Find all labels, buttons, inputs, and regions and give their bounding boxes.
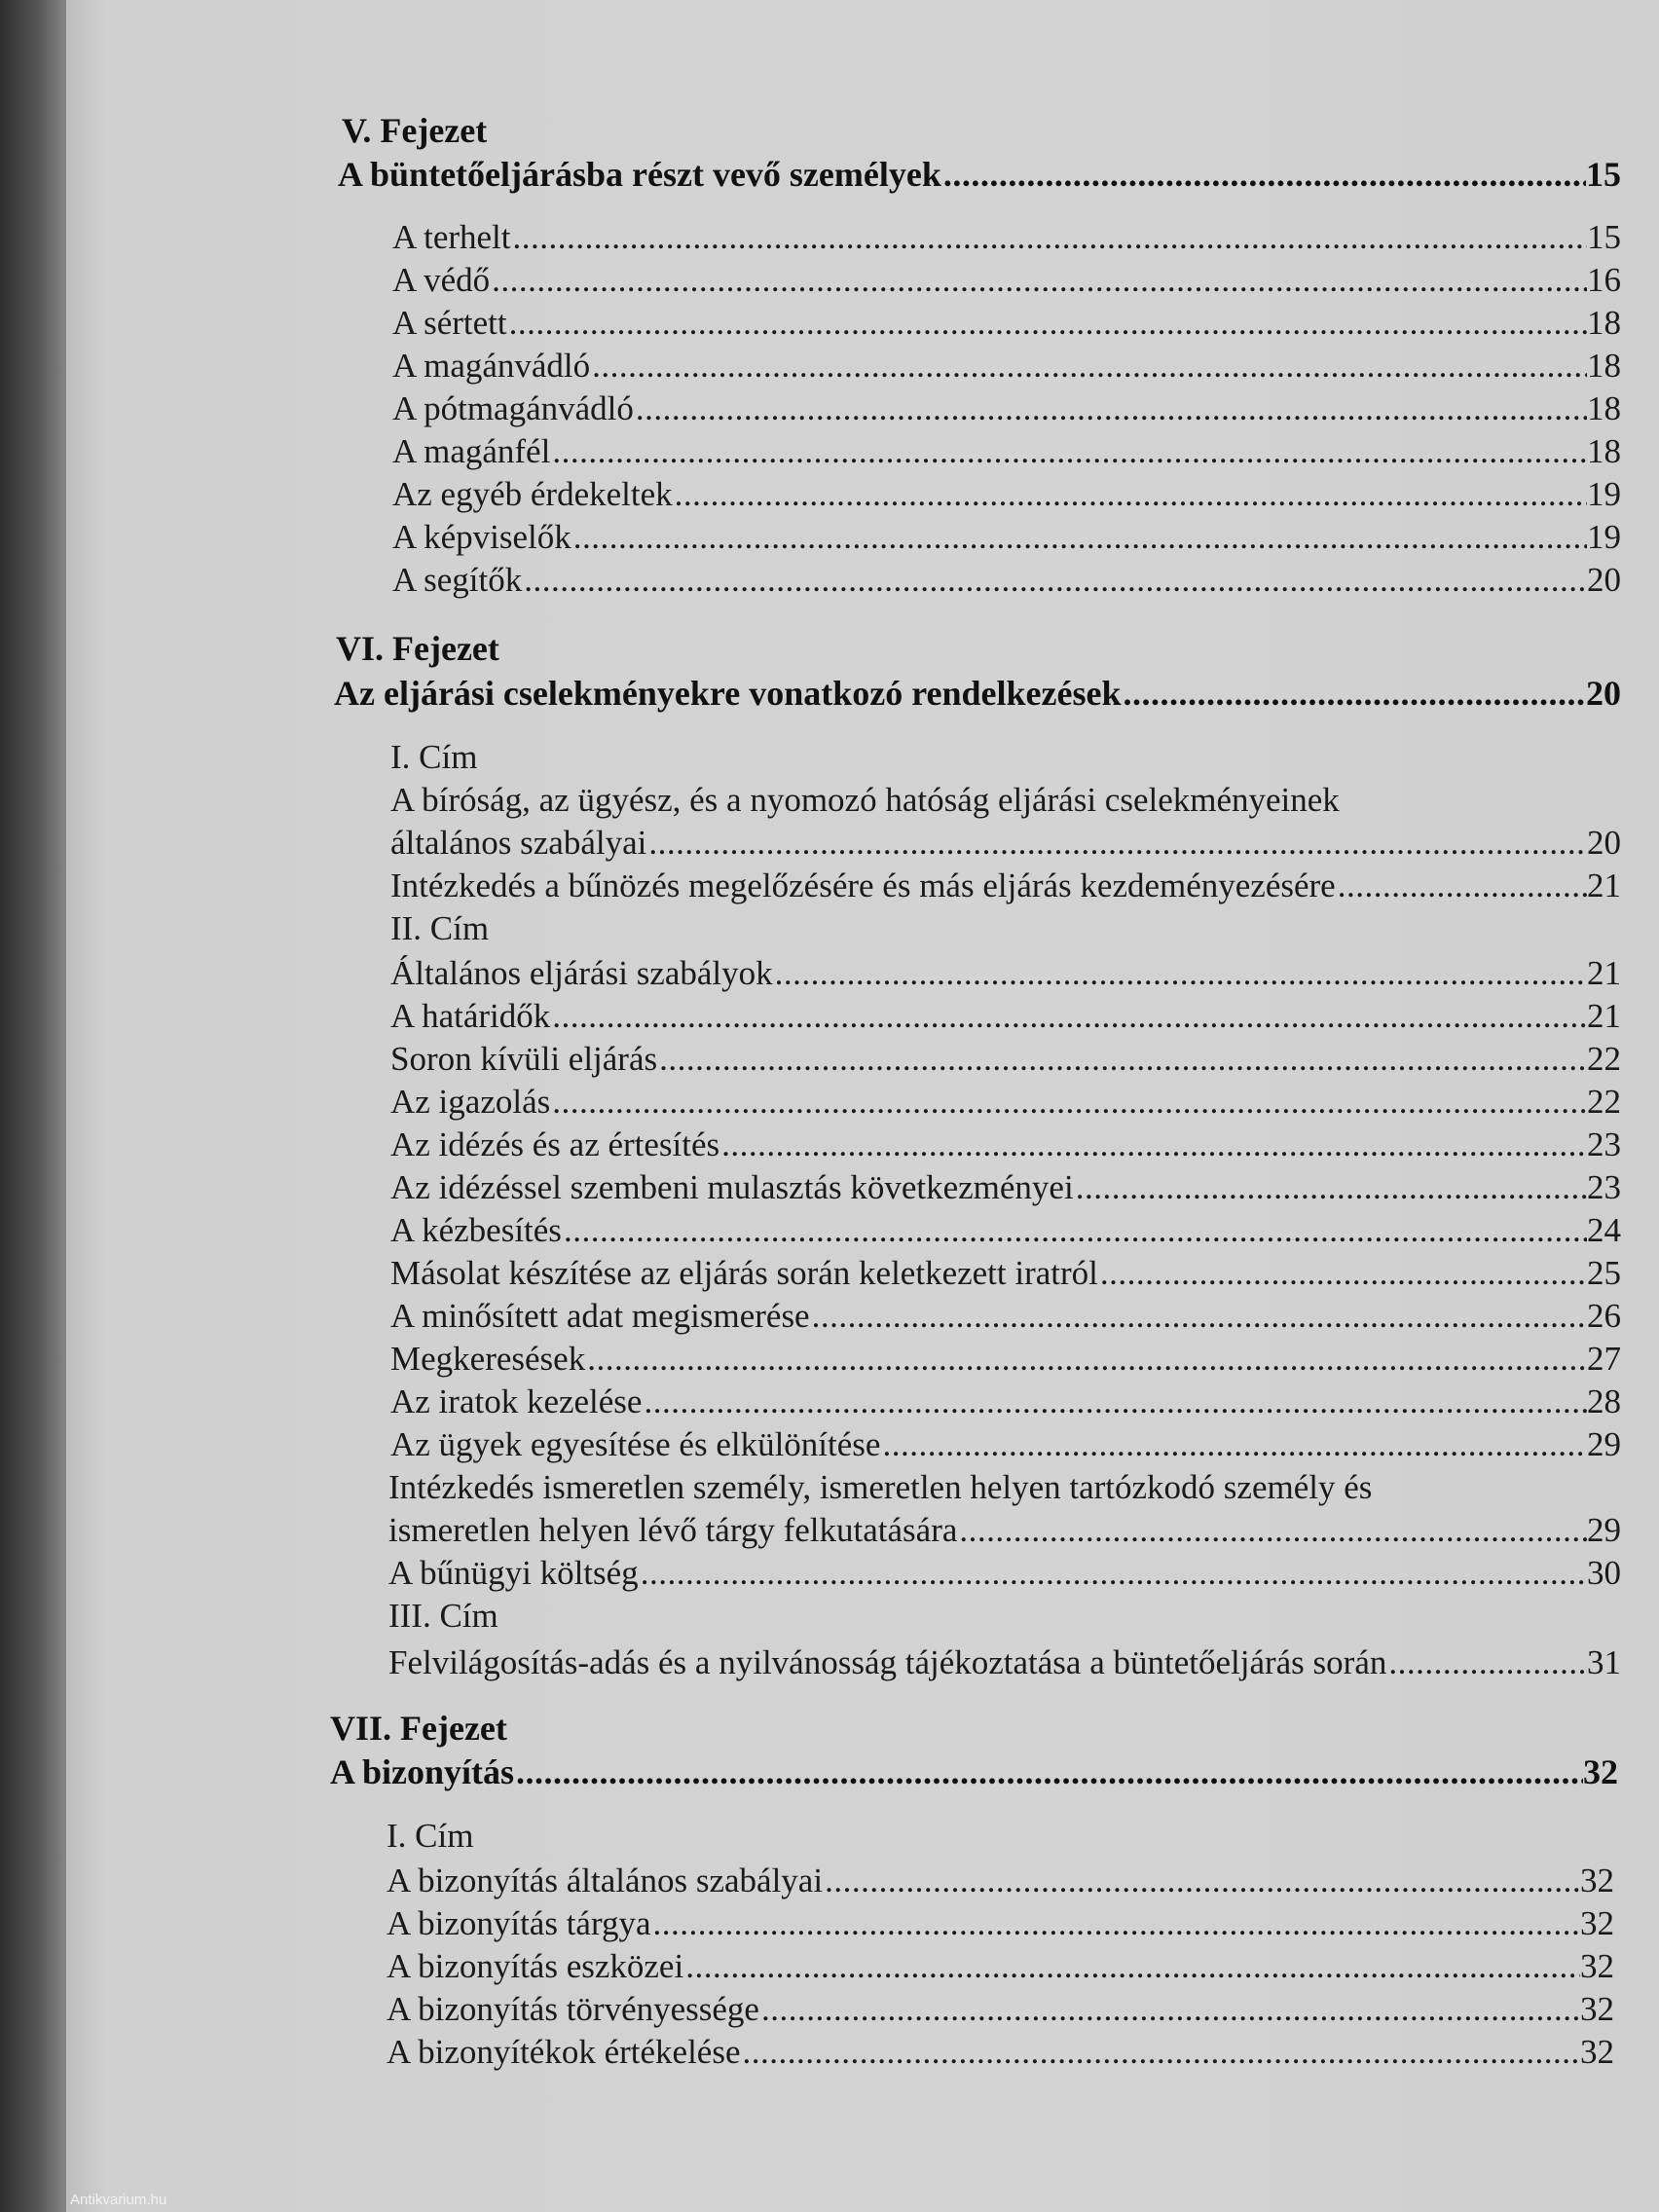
leader-dots	[550, 434, 1587, 468]
entry-title: A segítők	[392, 561, 523, 599]
page-number: 32	[1580, 1904, 1614, 1942]
leader-dots	[1386, 1645, 1587, 1679]
entry-title: A terhelt	[392, 218, 511, 256]
page-number: 28	[1587, 1382, 1621, 1420]
page-number: 19	[1587, 475, 1621, 513]
toc-entry	[392, 306, 1621, 340]
toc-entry	[387, 1906, 1614, 1940]
entry-title: A bizonyítás törvényessége	[387, 1990, 759, 2028]
toc-entry	[390, 1384, 1621, 1419]
page-number: 15	[1586, 155, 1621, 194]
page-number: 25	[1587, 1254, 1621, 1292]
toc-entry	[392, 477, 1621, 511]
section-label: II. Cím	[390, 909, 490, 947]
toc-entry	[390, 1342, 1621, 1376]
toc-chapter-row	[330, 1754, 1618, 1789]
leader-dots	[823, 1863, 1580, 1898]
page-number: 32	[1580, 1947, 1614, 1985]
leader-dots	[1122, 676, 1586, 711]
chapter-label: V. Fejezet	[342, 111, 488, 150]
entry-title: Soron kívüli eljárás	[390, 1040, 658, 1078]
page-number: 23	[1587, 1125, 1621, 1163]
leader-dots	[773, 956, 1587, 990]
chapter-label: VII. Fejezet	[330, 1709, 507, 1748]
leader-dots	[1074, 1170, 1587, 1204]
toc-entry	[392, 563, 1621, 597]
page-number: 26	[1587, 1297, 1621, 1335]
entry-title: A kézbesítés	[390, 1211, 562, 1249]
entry-title: A bizonyítás tárgya	[387, 1904, 651, 1942]
page-number: 32	[1580, 1990, 1614, 2028]
entry-title: A bizonyítás általános szabályai	[387, 1862, 824, 1899]
leader-dots	[657, 1042, 1587, 1076]
leader-dots	[511, 220, 1588, 254]
entry-title: A pótmagánvádló	[392, 389, 634, 427]
entry-title: Az ügyek egyesítése és elkülönítése	[390, 1425, 881, 1463]
leader-dots	[585, 1342, 1587, 1376]
page-number: 27	[1587, 1340, 1621, 1378]
leader-dots	[646, 826, 1587, 860]
leader-dots	[634, 391, 1587, 425]
page-number: 23	[1587, 1168, 1621, 1206]
toc-entry	[390, 1042, 1621, 1076]
leader-dots	[550, 1085, 1587, 1119]
page-number: 31	[1587, 1643, 1621, 1681]
chapter-title: A bizonyítás	[330, 1752, 515, 1791]
toc-entry	[390, 956, 1621, 990]
page-number: 15	[1587, 218, 1621, 256]
chapter-label: VI. Fejezet	[336, 629, 499, 668]
chapter-title: A büntetőeljárásba részt vevő személyek	[338, 155, 941, 194]
leader-dots	[642, 1384, 1587, 1419]
toc-entry	[388, 1645, 1621, 1679]
leader-dots	[683, 1949, 1580, 1983]
toc-entry	[390, 999, 1621, 1033]
toc-entry	[392, 391, 1621, 425]
entry-title: A képviselők	[392, 518, 571, 556]
toc-chapter-row	[338, 157, 1621, 192]
page-number: 21	[1587, 866, 1621, 904]
toc-chapter-row	[334, 676, 1621, 711]
toc-entry	[388, 1556, 1621, 1590]
toc-entry	[390, 1427, 1621, 1461]
leader-dots	[514, 1754, 1583, 1789]
toc-entry	[390, 1085, 1621, 1119]
page-number: 29	[1587, 1425, 1621, 1463]
leader-dots	[522, 563, 1587, 597]
entry-title: Felvilágosítás-adás és a nyilvánosság tájékoztatása a büntetőeljárás során	[388, 1643, 1387, 1681]
toc-entry	[392, 349, 1621, 383]
toc-entry	[390, 1127, 1621, 1161]
leader-dots	[1098, 1256, 1587, 1290]
page-number: 19	[1587, 518, 1621, 556]
toc-entry	[392, 263, 1621, 297]
entry-title: A védő	[392, 261, 491, 299]
toc-entry	[387, 2035, 1614, 2069]
toc-entry	[387, 1992, 1614, 2026]
entry-title: A magánfél	[392, 432, 551, 470]
page-number: 32	[1580, 1862, 1614, 1899]
toc-entry	[388, 1513, 1621, 1547]
leader-dots	[571, 520, 1587, 554]
leader-dots	[880, 1427, 1587, 1461]
entry-title: A bizonyítékok értékelése	[387, 2033, 741, 2071]
leader-dots	[673, 477, 1587, 511]
entry-title: A bizonyítás eszközei	[387, 1947, 684, 1985]
page-number: 29	[1587, 1511, 1621, 1549]
toc-entry	[390, 1213, 1621, 1247]
toc-entry	[390, 1256, 1621, 1290]
page-number: 20	[1587, 561, 1621, 599]
entry-title: ismeretlen helyen lévő tárgy felkutatására	[388, 1511, 958, 1549]
leader-dots	[719, 1127, 1587, 1161]
leader-dots	[590, 349, 1587, 383]
entry-title: Intézkedés a bűnözés megelőzésére és más eljárás kezdeményezésére	[390, 866, 1336, 904]
watermark: Antikvarium.hu	[70, 2192, 167, 2208]
section-label: I. Cím	[387, 1817, 474, 1855]
page-number: 20	[1587, 824, 1621, 862]
toc-entry	[387, 1863, 1614, 1898]
entry-title: A sértett	[392, 304, 507, 342]
page-number: 32	[1580, 2033, 1614, 2071]
page-number: 18	[1587, 389, 1621, 427]
leader-dots	[941, 157, 1586, 192]
chapter-title: Az eljárási cselekményekre vonatkozó rendelkezések	[334, 674, 1122, 713]
entry-title: Az igazolás	[390, 1083, 551, 1121]
toc-entry	[392, 520, 1621, 554]
entry-title: Az idézés és az értesítés	[390, 1125, 720, 1163]
page-number: 22	[1587, 1083, 1621, 1121]
toc-entry	[390, 1299, 1621, 1333]
page-number: 16	[1587, 261, 1621, 299]
entry-title: Másolat készítése az eljárás során keletkezett iratról	[390, 1254, 1098, 1292]
entry-title: általános szabályai	[390, 824, 647, 862]
entry-title: Az egyéb érdekeltek	[392, 475, 673, 513]
page-number: 22	[1587, 1040, 1621, 1078]
toc-entry	[390, 1170, 1621, 1204]
toc-entry	[392, 220, 1621, 254]
toc-entry	[387, 1949, 1614, 1983]
entry-title-line: Intézkedés ismeretlen személy, ismeretlen helyen tartózkodó személy és	[388, 1468, 1373, 1506]
page-number: 18	[1587, 347, 1621, 385]
leader-dots	[562, 1213, 1587, 1247]
entry-title: A bűnügyi költség	[388, 1554, 639, 1592]
page-number: 18	[1587, 304, 1621, 342]
leader-dots	[810, 1299, 1587, 1333]
leader-dots	[759, 1992, 1580, 2026]
entry-title: Megkeresések	[390, 1340, 586, 1378]
entry-title: A határidők	[390, 997, 551, 1035]
entry-title: Az idézéssel szembeni mulasztás következményei	[390, 1168, 1074, 1206]
page-number: 18	[1587, 432, 1621, 470]
page-number: 24	[1587, 1211, 1621, 1249]
section-label: I. Cím	[390, 738, 478, 776]
leader-dots	[639, 1556, 1587, 1590]
entry-title: A minősített adat megismerése	[390, 1297, 810, 1335]
page-number: 20	[1586, 674, 1621, 713]
entry-title-line: A bíróság, az ügyész, és a nyomozó hatóság eljárási cselekményeinek	[390, 781, 1340, 819]
section-label: III. Cím	[388, 1597, 498, 1635]
page-number: 32	[1583, 1752, 1618, 1791]
entry-title: Az iratok kezelése	[390, 1382, 643, 1420]
toc-entry	[390, 868, 1621, 903]
leader-dots	[651, 1906, 1580, 1940]
leader-dots	[550, 999, 1587, 1033]
toc-entry	[392, 434, 1621, 468]
entry-title: Általános eljárási szabályok	[390, 954, 773, 992]
leader-dots	[507, 306, 1587, 340]
entry-title: A magánvádló	[392, 347, 591, 385]
page-number: 30	[1587, 1554, 1621, 1592]
leader-dots	[957, 1513, 1587, 1547]
leader-dots	[1336, 868, 1587, 903]
page-number: 21	[1587, 954, 1621, 992]
toc-entry	[390, 826, 1621, 860]
leader-dots	[740, 2035, 1580, 2069]
page-number: 21	[1587, 997, 1621, 1035]
leader-dots	[490, 263, 1587, 297]
